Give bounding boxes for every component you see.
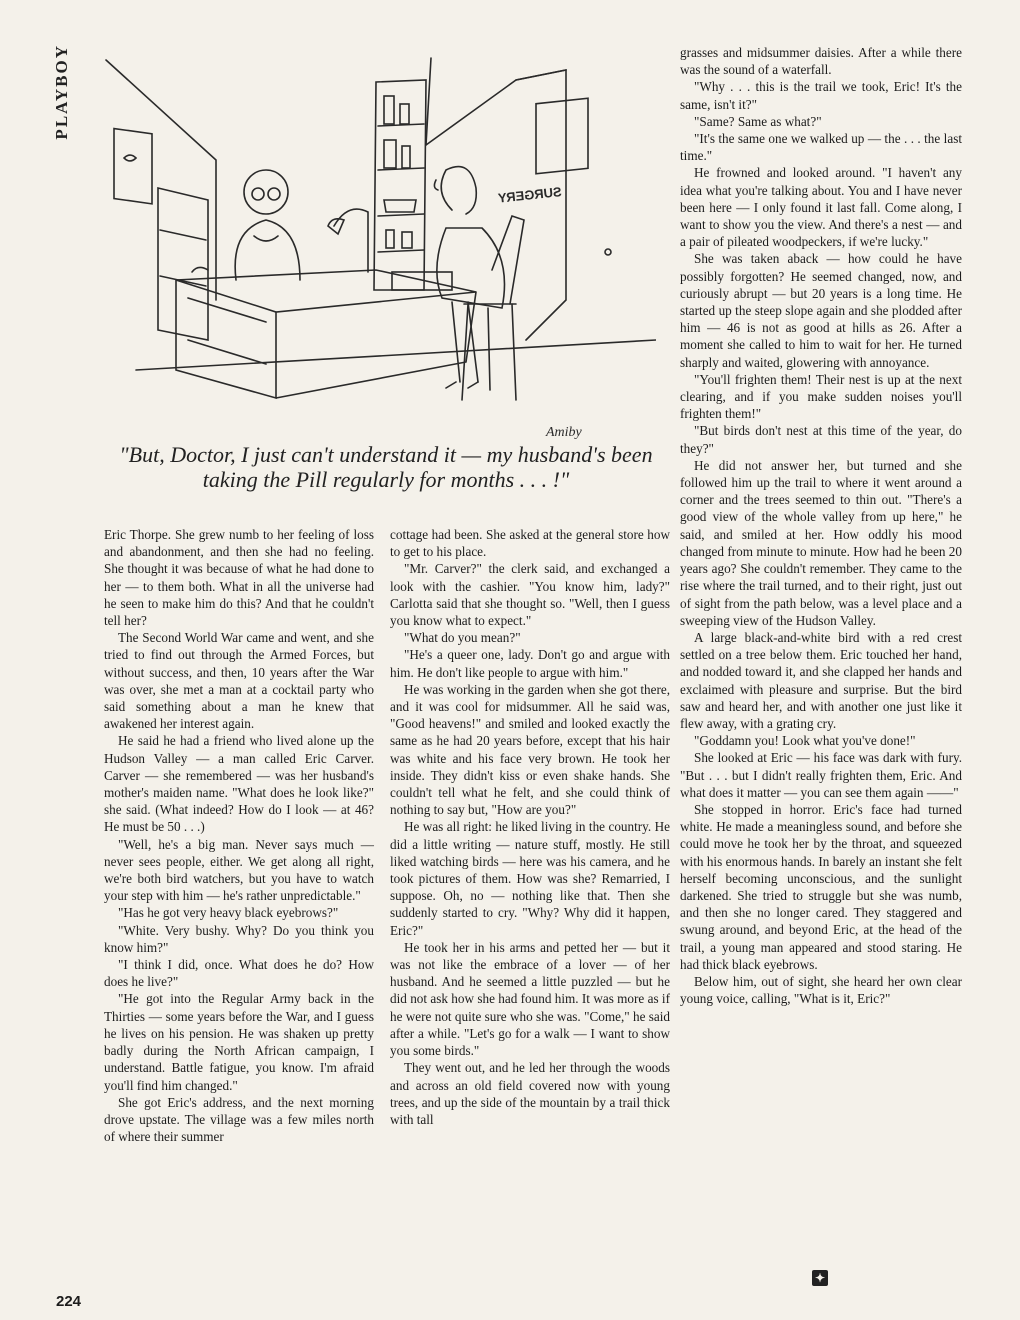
page-number: 224 — [56, 1293, 82, 1310]
paragraph: She got Eric's address, and the next morning drove upstate. The village was a few miles north of where their summer — [104, 1094, 374, 1145]
paragraph: She stopped in horror. Eric's face had turned white. He made a meaningless sound, and before she could move he took her by the throat, and squeezed with his enormous hands. In barely an instant she felt herself becoming unconscious, and the sunlight darkened. She tried to struggle but she was numb, and then she no longer cared. They staggered and swung around, and beyond Eric, at the head of the trail, a young man appeared and stood staring. He had thick black eyebrows. — [680, 801, 962, 972]
magazine-masthead: PLAYBOY — [52, 44, 71, 140]
paragraph: He was working in the garden when she got there, and it was cool for midsummer. All he said was, "Good heavens!" and smiled and looked exactly the same as he had 20 years before, except that his hair was white and his face very brown. He took her inside. They didn't kiss or even shake hands. She couldn't tell what he felt, and she could think of nothing to say but, "How are you?" — [390, 681, 670, 818]
end-mark-icon: ✦ — [812, 1270, 828, 1286]
paragraph: "Mr. Carver?" the clerk said, and exchanged a look with the cashier. "You know him, lady?" Carlotta said that she thought so. "Well, then I guess you know what to expect." — [390, 561, 670, 629]
paragraph: A large black-and-white bird with a red crest settled on a tree below them. Eric touched her hand, and nodded toward it, and she clapped her hands and exclaimed with pleasure and surprise. But the bird saw and heard her, and with another one just like it flew away, with a grating cry. — [680, 629, 962, 731]
paragraph: She was taken aback — how could he have possibly forgotten? He seemed changed, now, and curiously abrupt — but 20 years is a long time. He started up the steep slope again and she plodded after him — 46 is not as good at hills as 26. After a moment she called to him to wait for her. He turned sharply and waited, glowering with annoyance. — [680, 251, 962, 370]
paragraph: "Same? Same as what?" — [694, 113, 822, 129]
paragraph: She looked at Eric — his face was dark with fury. "But . . . but I didn't really frighten them, Eric. And what does it matter — you can see them again ——" — [680, 750, 962, 800]
paragraph: cottage had been. She asked at the general store how to get to his place. — [390, 527, 670, 560]
paragraph: Below him, out of sight, she heard her own clear young voice, calling, "What is it, Eric?" — [680, 973, 962, 1007]
cartoon-illustration — [96, 40, 656, 440]
paragraph: "Goddamn you! Look what you've done!" — [694, 733, 916, 749]
text-column-2 — [390, 526, 670, 1128]
text-column-1 — [104, 526, 374, 1145]
paragraph: He did not answer her, but turned and she followed him up the trail to where it went around a corner and the trees seemed to thin out. "There's a good view of the whole valley from up here," he said, and smiled at her. How oddly his mood changed from minute to minute. How had he been 20 years ago? She couldn't remember. They came to the rise where the trail turned, and to their right, just out of sight from the path below, was a level place and a sweeping view of the Hudson Valley. — [680, 457, 962, 628]
paragraph: "Well, he's a big man. Never says much — never sees people, either. We get along all right, we're both bird watchers, but you have to watch your step with him — he's rather unpredictable." — [104, 836, 374, 904]
paragraph: Eric Thorpe. She grew numb to her feeling of loss and abandonment, and then she had no feeling. She thought it was because of what he had done to her — to them both. What in all the universe had he seen to make him do this? And that he couldn't tell her? — [104, 527, 374, 629]
cartoonist-signature: Amiby — [546, 425, 582, 440]
paragraph: "You'll frighten them! Their nest is up at the next clearing, and if you make sudden noises you'll frighten them!" — [680, 371, 962, 422]
text-column-3 — [680, 44, 962, 1007]
paragraph: "He's a queer one, lady. Don't go and argue with him. He don't like people to argue with him." — [390, 647, 670, 680]
paragraph: "Has he got very heavy black eyebrows?" — [118, 905, 339, 921]
paragraph: "White. Very bushy. Why? Do you think you know him?" — [104, 922, 374, 955]
paragraph: "He got into the Regular Army back in the Thirties — some years before the War, and I guess he lives on his pension. He was shaken up pretty badly during the North African campaign, I understand. Battle fatigue, you know. I'm afraid you'll find him changed." — [104, 991, 374, 1093]
paragraph: He said he had a friend who lived alone up the Hudson Valley — a man called Eric Carver. Carver — she remembered — was her husband's mother's maiden name. "What does he look like?" she said. (What indeed? How do I look — at 46? He must be 50 . . .) — [104, 733, 374, 835]
paragraph: He was all right: he liked living in the country. He did a little writing — nature stuff, mostly. He still liked watching birds — here was his camera, and he took pictures of them. How was she? Remarried, I suppose. Oh, no — nothing like that. Then she suddenly started to cry. "Why? Why did it happen, Eric?" — [390, 819, 670, 938]
paragraph: "What do you mean?" — [404, 630, 521, 646]
paragraph: The Second World War came and went, and she tried to find out through the Armed Forces, but without success, and then, 10 years after the War was over, she met a man at a cocktail party who said something about a man he knew that awakened her interest again. — [104, 630, 374, 732]
paragraph: "But birds don't nest at this time of the year, do they?" — [680, 423, 962, 456]
paragraph: They went out, and he led her through the woods and across an old field covered now with young trees, and up the side of the mountain by a trail thick with tall — [390, 1060, 670, 1127]
paragraph: "Why . . . this is the trail we took, Eric! It's the same, isn't it?" — [680, 79, 962, 112]
paragraph: "I think I did, once. What does he do? How does he live?" — [104, 957, 374, 990]
paragraph: He took her in his arms and petted her — but it was not like the embrace of a lover — of her husband. And he seemed a little puzzled — but he did not ask how she had found him. It was more as if he were not quite sure who she was. "Come," he said after a while. "Let's go for a walk — I want to show you some birds." — [390, 939, 670, 1059]
paragraph: "It's the same one we walked up — the . . . the last time." — [680, 131, 962, 164]
paragraph: grasses and midsummer daisies. After a while there was the sound of a waterfall. — [680, 45, 962, 78]
cartoon-door-sign: SURGERY — [497, 184, 563, 206]
cartoon-caption: "But, Doctor, I just can't understand it — my husband's been taking the Pill regularly for months . . . !" — [119, 442, 653, 492]
paragraph: He frowned and looked around. "I haven't any idea what you're talking about. You and I have never been here — I only found it last fall. Come along, I want to show you the view. And there's a nest — and a pair of pileated woodpeckers, if we're lucky." — [680, 165, 962, 250]
